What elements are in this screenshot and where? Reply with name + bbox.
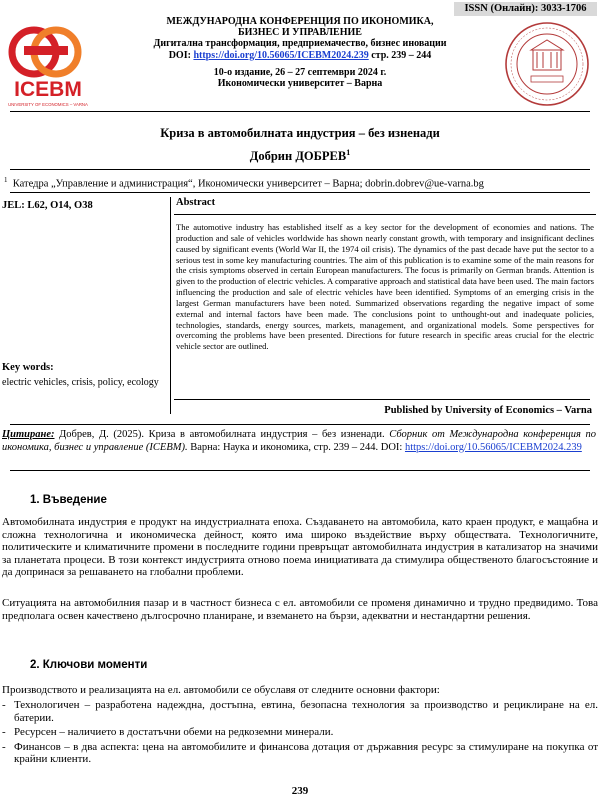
page-number: 239	[291, 785, 309, 797]
logo-subtext: UNIVERSITY OF ECONOMICS – VARNA	[8, 102, 88, 107]
section-1-heading: 1. Въведение	[30, 494, 107, 506]
doi-label: DOI:	[168, 49, 191, 61]
abstract-heading: Abstract	[176, 197, 216, 208]
article-title: Криза в автомобилната индустрия – без изненади	[160, 126, 440, 140]
pages-range: стр. 239 – 244	[371, 49, 432, 61]
section-1-paragraph-2: Ситуацията на автомобилния пазар и в частност бизнеса с ел. автомобили се променя динамично и трудно предвидимо. Това предполага освен качествено дългосрочно планиране, и вземането на бързи, адекватни и нестандартни решения.	[2, 597, 598, 622]
list-item: - Финансов – в два аспекта: цена на автомобилите и финансова дотация от държавния ресурс за стимулиране на покупка от крайни клиенти.	[2, 740, 598, 766]
conference-header	[105, 16, 495, 89]
list-item: - Ресурсен – наличието в достатъчни обеми на редкоземни минерали.	[2, 726, 334, 739]
abstract-top-divider	[10, 192, 590, 193]
issn-badge: ISSN (Онлайн): 3033-1706	[454, 2, 597, 16]
header-divider	[10, 111, 590, 112]
factor-list	[2, 699, 598, 768]
conference-title-line1: МЕЖДУНАРОДНА КОНФЕРЕНЦИЯ ПО ИКОНОМИКА,	[166, 16, 434, 27]
doi-link[interactable]: https://doi.org/10.56065/ICEBM2024.239	[193, 49, 369, 61]
edition-dates: 10-о издание, 26 – 27 септември 2024 г.	[213, 66, 387, 78]
doi-line	[105, 50, 495, 61]
icebm-logo-icon	[4, 20, 92, 112]
university-seal-icon	[503, 20, 591, 108]
abstract-text: The automotive industry has established itself as a key sector for the development of economies and nations. The production and sale of vehicles worldwide has shown nearly constant growth, with temporary and insignificant declines caused by significant events (World War II, the 1974 oil crisis). The dynamics of the past decade have put the sector to a serious test in some key manufacturing countries. The aim of this publication is to examine some of the main reasons for the crisis symptoms observed in certain European manufacturers. The focus is primarily on German brands. Attention is given to the production of electric vehicles. A comparative approach and statistical data have been used. The main factors influencing the production and sale of electric vehicles have been identified. Symptoms of an emerging crisis in the largest German manufacturers have been noted. Summarized observations regarding the negative impact of some external and internal factors have been made. The conclusions point to unthought-out and inadequate policies, technologies, standards, energy sources, markets, management, and organizational models. Some perspectives for overcoming the problems have been presented. Directions for future research in specific areas crucial for the electric vehicle sector are outlined.	[176, 222, 594, 352]
keywords-text: electric vehicles, crisis, policy, ecology	[2, 377, 159, 388]
conference-subtitle: Дигитална трансформация, предприемачество, бизнес иновации	[153, 38, 447, 50]
section-2-intro: Производството и реализацията на ел. автомобили се обуславя от следните основни фактори:	[2, 684, 440, 696]
affiliation-divider	[10, 169, 590, 170]
author-affiliation: $^1$ Катедра „Управление и администрация“, Икономически университет – Варна; dobrin.dobrev@ue-varna.bg	[4, 176, 484, 190]
list-item: - Технологичен – разработена надеждна, достъпна, евтина, безопасна технология за производство и рециклиране на ел. батерии.	[2, 699, 598, 724]
column-divider	[170, 197, 171, 414]
abstract-bottom-divider	[174, 399, 590, 400]
article-author: Добрин ДОБРЕВ$^1$	[249, 148, 351, 164]
citation-top-divider	[10, 424, 590, 425]
conference-title-line2: БИЗНЕС И УПРАВЛЕНИЕ	[238, 27, 362, 39]
jel-codes: JEL: L62, O14, O38	[2, 200, 93, 211]
abstract-heading-underline	[174, 214, 596, 215]
keywords-heading: Key words:	[2, 362, 54, 373]
university-seal	[503, 20, 591, 108]
university-name: Икономически университет – Варна	[217, 78, 383, 90]
citation-label: Цитиране:	[2, 429, 55, 440]
icebm-logo	[4, 20, 92, 112]
citation-bottom-divider	[10, 470, 590, 471]
logo-text: ICEBM	[14, 78, 82, 101]
published-by: Published by University of Economics – Varna	[384, 405, 592, 416]
citation-block: Цитиране: Добрев, Д. (2025). Криза в автомобилната индустрия – без изненади. Сборник от Международна конференция по икономика, бизнес и управление (ICEBM). Варна: Наука и икономика, стр. 239 – 244. DOI: https://doi.org/10.56065/ICEBM2024.239	[2, 429, 596, 453]
section-2-heading: 2. Ключови моменти	[30, 659, 148, 671]
section-1-paragraph-1: Автомобилната индустрия е продукт на индустриалната епоха. Създаването на автомобила, като краен продукт, е мащабна и сложна технологична и икономическа дейност, която има широко въздействие върху обществата. Технологичните, политическите и климатичните промени в последните години превръщат автомобилната индустрия в катализатор на значими за планетата процеси. В този контекст индустрията отново поема инициативата да стимулира общественото благосъстояние и да допринася за решаването на глобални проблеми.	[2, 516, 598, 579]
citation-doi-link[interactable]: https://doi.org/10.56065/ICEBM2024.239	[404, 441, 582, 453]
